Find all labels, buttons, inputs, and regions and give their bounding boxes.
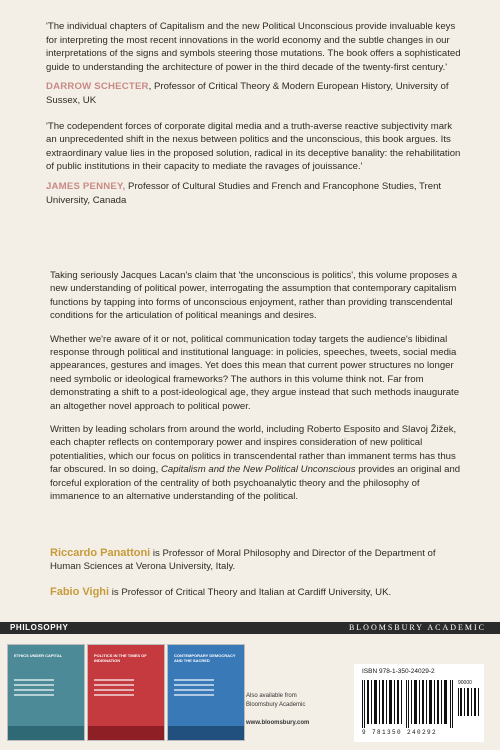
also-available-line: Bloomsbury Academic	[246, 702, 306, 708]
also-available	[246, 692, 309, 728]
editor-name: Riccardo Panattoni	[50, 547, 151, 559]
price-code: 90000	[458, 680, 472, 686]
cover-decoration	[14, 679, 54, 699]
endorser-role: , Professor of Critical Theory & Modern European History, University of Sussex, UK	[46, 81, 449, 106]
category-label: PHILOSOPHY	[10, 623, 69, 632]
cover-footer-band	[8, 726, 84, 740]
barcode-bars	[362, 680, 454, 728]
related-book-cover	[87, 644, 165, 741]
barcode	[354, 664, 484, 742]
quote-attribution	[46, 180, 464, 207]
category-bar	[0, 622, 500, 634]
back-cover-footer	[0, 634, 500, 750]
related-book-cover	[7, 644, 85, 741]
editor-bio-text: is Professor of Moral Philosophy and Director of the Department of Human Sciences at Verona University, Italy.	[50, 548, 436, 573]
publisher-name: BLOOMSBURY ACADEMIC	[348, 623, 486, 632]
editor-name: Fabio Vighi	[50, 585, 110, 598]
cover-decoration	[174, 679, 214, 699]
cover-footer-band	[168, 726, 244, 740]
related-book-cover	[167, 644, 245, 741]
related-book-title: CONTEMPORARY DEMOCRACY AND THE SACRED	[174, 653, 236, 663]
endorser-name: JAMES PENNEY,	[46, 180, 126, 192]
editor-bio	[50, 586, 468, 599]
publisher-website: www.bloomsbury.com	[246, 720, 310, 726]
description-paragraph	[50, 423, 468, 503]
barcode-digits: 9 781350 240292	[362, 729, 438, 736]
endorser-name: DARROW SCHECTER	[46, 81, 149, 93]
description-paragraph: Taking seriously Jacques Lacan's claim that 'the unconscious is politics', this volume proposes a new understanding of political power, interrogating the assumption that contemporary capitalism functions by tapping into forms of unconscious enjoyment, rather than providing transcendental conditions for the articulation of political meanings and desires.	[50, 270, 458, 322]
quote-text: 'The codependent forces of corporate digital media and a truth-averse reactive subjectivity mark an unprecedented shift in the nexus between politics and the unconscious, this book argues. Its extraordinary value lies in the proposed solution, radical in its deceptive banality: the rehabilitation of public institutions in their capacity to mediate the ravages of jouissance.'	[46, 120, 461, 173]
related-book-title: ETHICS UNDER CAPITAL	[14, 653, 63, 658]
related-book-title: POLITICS IN THE TIMES OF INDIGNATION	[94, 653, 147, 663]
editor-bio	[50, 547, 468, 574]
quote-attribution	[46, 80, 464, 107]
description-paragraph: Whether we're aware of it or not, political communication today targets the audience's libidinal response through political and institutional language: in policies, speeches, tweets, social media appearances, gestures and images. Yet does this mean that current power structures no longer need symbolic or ideological frameworks? The authors in this volume think not. Far from demonstrating a shift to a post-ideological age, they argue instead that such methods inaugurate an altogether novel approach to political power.	[50, 333, 460, 412]
editor-bio-text: is Professor of Critical Theory and Italian at Cardiff University, UK.	[109, 586, 392, 598]
cover-footer-band	[88, 726, 164, 740]
description-text: Written by leading scholars from around the world, including Roberto Esposito and Slavoj Žižek, each chapter reflects on contemporary power and inspires consideration of new political potentialities, which our focus on politics in transcendental rather than immanent terms has thus far obscured. In so doing,	[50, 424, 457, 476]
quote-text: 'The individual chapters of Capitalism and the new Political Unconscious provide invaluable keys for interpreting the most recent innovations in the world economy and the subtle changes in our interpretations of the signs and symbols steering those mutations. The book offers a sophisticated guide to understanding the architecture of power in the third decade of the twenty-first century.'	[46, 21, 461, 73]
cover-decoration	[94, 679, 134, 699]
editor-bios	[50, 547, 468, 611]
endorser-role: Professor of Cultural Studies and French and Francophone Studies, Trent University, Canada	[46, 180, 442, 206]
also-available-line: Also available from	[246, 693, 297, 699]
book-title-italic: Capitalism and the New Political Unconscious	[160, 464, 356, 476]
description-text: provides an original and forceful exploration of the centrality of both psychoanalytic theory and the philosophy of immanence to an alternative understanding of the political.	[50, 464, 461, 503]
book-description	[50, 269, 468, 514]
isbn-text: ISBN 978-1-350-24029-2	[362, 668, 435, 675]
endorsements	[46, 20, 464, 207]
price-barcode-bars	[458, 688, 480, 716]
